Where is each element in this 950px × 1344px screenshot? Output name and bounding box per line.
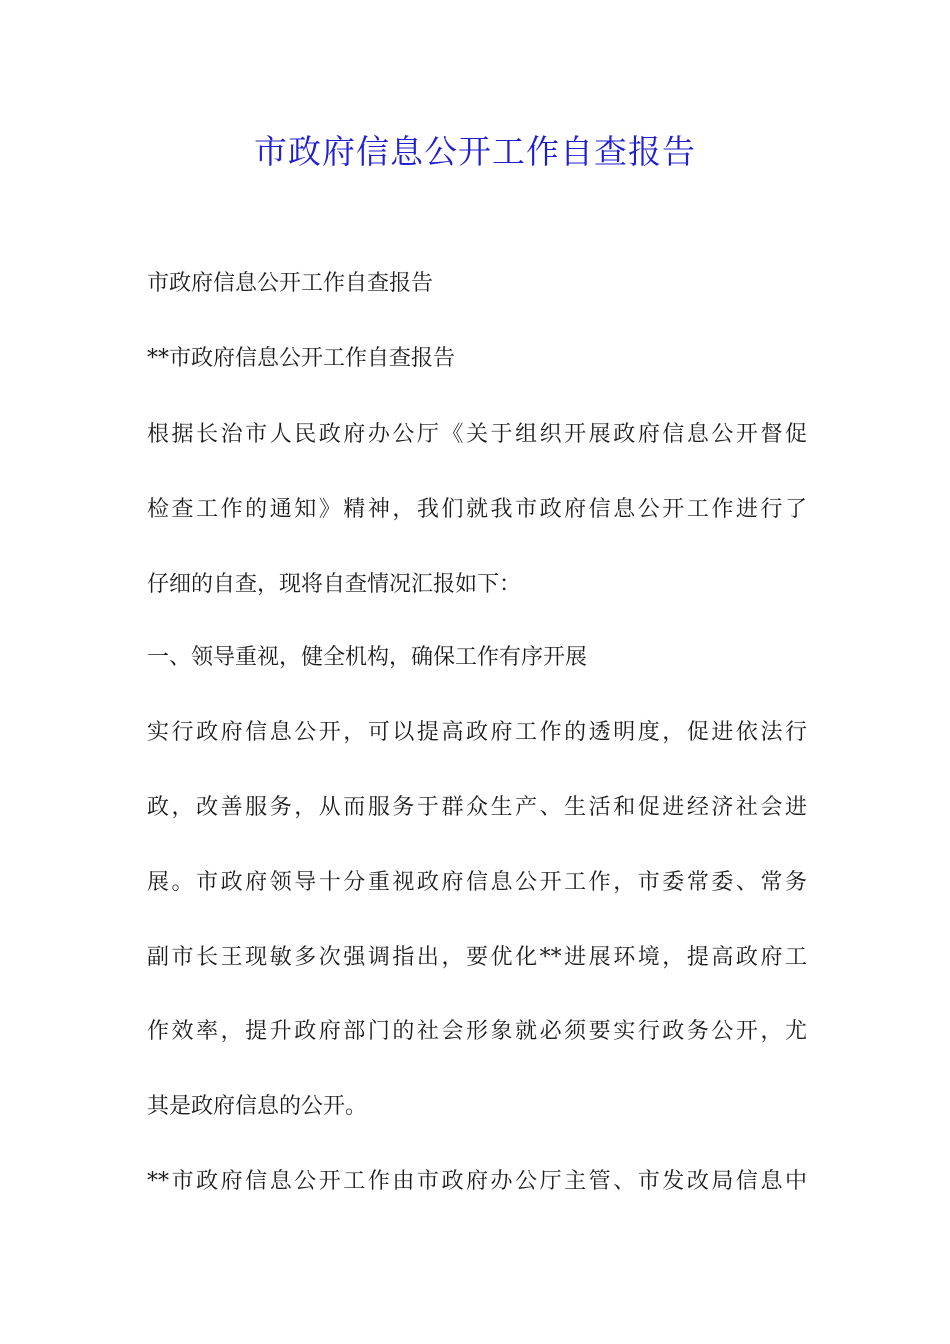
doc-line: 政，改善服务，从而服务于群众生产、生活和促进经济社会进	[147, 795, 807, 820]
doc-line: 市政府信息公开工作自查报告	[147, 271, 434, 296]
doc-line: 根据长治市人民政府办公厅《关于组织开展政府信息公开督促	[147, 422, 807, 447]
doc-line: **市政府信息公开工作自查报告	[147, 346, 456, 371]
document-title: 市政府信息公开工作自查报告	[254, 132, 696, 171]
doc-line: 仔细的自查，现将自查情况汇报如下：	[147, 572, 522, 597]
doc-line: 其是政府信息的公开。	[147, 1094, 368, 1119]
section-heading: 一、领导重视，健全机构，确保工作有序开展	[147, 645, 588, 670]
doc-line: 实行政府信息公开，可以提高政府工作的透明度，促进依法行	[147, 720, 807, 745]
doc-line: 副市长王现敏多次强调指出，要优化**进展环境，提高政府工	[147, 945, 807, 970]
doc-line: 检查工作的通知》精神，我们就我市政府信息公开工作进行了	[147, 497, 807, 522]
doc-line: 展。市政府领导十分重视政府信息公开工作，市委常委、常务	[147, 870, 807, 895]
doc-line: 作效率，提升政府部门的社会形象就必须要实行政务公开，尤	[147, 1019, 807, 1044]
doc-line: **市政府信息公开工作由市政府办公厅主管、市发改局信息中	[147, 1169, 807, 1194]
